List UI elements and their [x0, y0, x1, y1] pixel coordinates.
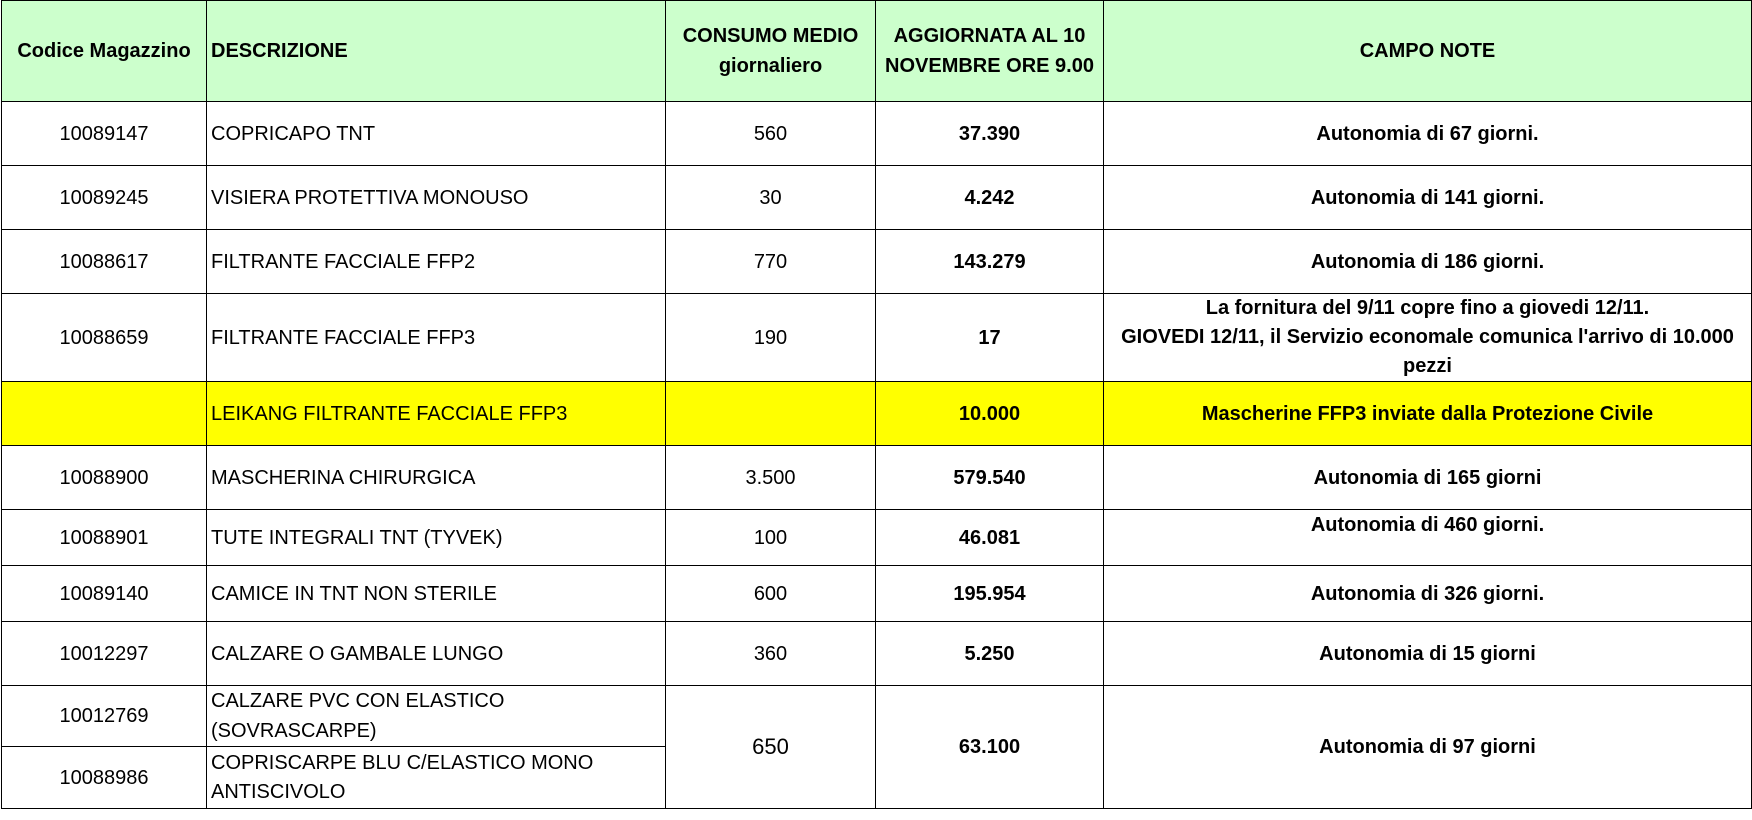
cell-stock: 10.000 — [876, 382, 1104, 446]
inventory-table — [1, 0, 1752, 809]
header-consumption: CONSUMO MEDIO giornaliero — [666, 1, 876, 102]
cell-consumption: 560 — [666, 102, 876, 166]
cell-consumption: 600 — [666, 566, 876, 622]
cell-note-merged: Autonomia di 97 giorni — [1104, 686, 1752, 809]
cell-code: 10088659 — [2, 294, 207, 382]
header-description: DESCRIZIONE — [207, 1, 666, 102]
table-row — [2, 102, 1752, 166]
cell-code: 10012297 — [2, 622, 207, 686]
cell-code: 10089147 — [2, 102, 207, 166]
cell-description: FILTRANTE FACCIALE FFP2 — [207, 230, 666, 294]
cell-consumption: 3.500 — [666, 446, 876, 510]
cell-description: COPRICAPO TNT — [207, 102, 666, 166]
cell-note: Mascherine FFP3 inviate dalla Protezione Civile — [1104, 382, 1752, 446]
cell-code: 10012769 — [2, 686, 207, 747]
cell-note: Autonomia di 67 giorni. — [1104, 102, 1752, 166]
cell-description: FILTRANTE FACCIALE FFP3 — [207, 294, 666, 382]
table-row — [2, 622, 1752, 686]
cell-code: 10088617 — [2, 230, 207, 294]
cell-note: Autonomia di 186 giorni. — [1104, 230, 1752, 294]
cell-description: CALZARE O GAMBALE LUNGO — [207, 622, 666, 686]
cell-consumption — [666, 382, 876, 446]
cell-description: LEIKANG FILTRANTE FACCIALE FFP3 — [207, 382, 666, 446]
header-notes: CAMPO NOTE — [1104, 1, 1752, 102]
cell-stock: 5.250 — [876, 622, 1104, 686]
cell-note — [1104, 294, 1752, 382]
cell-consumption: 360 — [666, 622, 876, 686]
cell-stock: 195.954 — [876, 566, 1104, 622]
cell-stock: 4.242 — [876, 166, 1104, 230]
header-code: Codice Magazzino — [2, 1, 207, 102]
cell-consumption: 190 — [666, 294, 876, 382]
cell-description: CALZARE PVC CON ELASTICO (SOVRASCARPE) — [207, 686, 666, 747]
table-row — [2, 446, 1752, 510]
note-line-2: GIOVEDI 12/11, il Servizio economale comunica l'arrivo di 10.000 pezzi — [1121, 326, 1734, 377]
cell-description: MASCHERINA CHIRURGICA — [207, 446, 666, 510]
cell-code: 10089245 — [2, 166, 207, 230]
cell-consumption: 770 — [666, 230, 876, 294]
cell-stock: 17 — [876, 294, 1104, 382]
cell-code: 10088986 — [2, 747, 207, 809]
cell-consumption: 30 — [666, 166, 876, 230]
cell-stock: 579.540 — [876, 446, 1104, 510]
cell-stock: 37.390 — [876, 102, 1104, 166]
cell-description: VISIERA PROTETTIVA MONOUSO — [207, 166, 666, 230]
cell-description: TUTE INTEGRALI TNT (TYVEK) — [207, 510, 666, 566]
cell-code: 10089140 — [2, 566, 207, 622]
note-line-1: La fornitura del 9/11 copre fino a giovedi 12/11. — [1205, 297, 1650, 319]
cell-note: Autonomia di 15 giorni — [1104, 622, 1752, 686]
table-row — [2, 566, 1752, 622]
header-row — [2, 1, 1752, 102]
cell-note: Autonomia di 460 giorni. — [1104, 510, 1752, 566]
table-row — [2, 510, 1752, 566]
header-stock: AGGIORNATA AL 10 NOVEMBRE ORE 9.00 — [876, 1, 1104, 102]
cell-code: 10088900 — [2, 446, 207, 510]
cell-consumption: 100 — [666, 510, 876, 566]
table-row — [2, 166, 1752, 230]
table-row — [2, 294, 1752, 382]
cell-note: Autonomia di 165 giorni — [1104, 446, 1752, 510]
cell-description: COPRISCARPE BLU C/ELASTICO MONO ANTISCIVOLO — [207, 747, 666, 809]
table-row — [2, 686, 1752, 747]
cell-note: Autonomia di 141 giorni. — [1104, 166, 1752, 230]
cell-description: CAMICE IN TNT NON STERILE — [207, 566, 666, 622]
cell-code: 10088901 — [2, 510, 207, 566]
cell-stock: 143.279 — [876, 230, 1104, 294]
cell-code — [2, 382, 207, 446]
table-row-highlighted — [2, 382, 1752, 446]
cell-stock: 46.081 — [876, 510, 1104, 566]
cell-note: Autonomia di 326 giorni. — [1104, 566, 1752, 622]
table-row — [2, 230, 1752, 294]
cell-stock-merged: 63.100 — [876, 686, 1104, 809]
cell-consumption-merged: 650 — [666, 686, 876, 809]
